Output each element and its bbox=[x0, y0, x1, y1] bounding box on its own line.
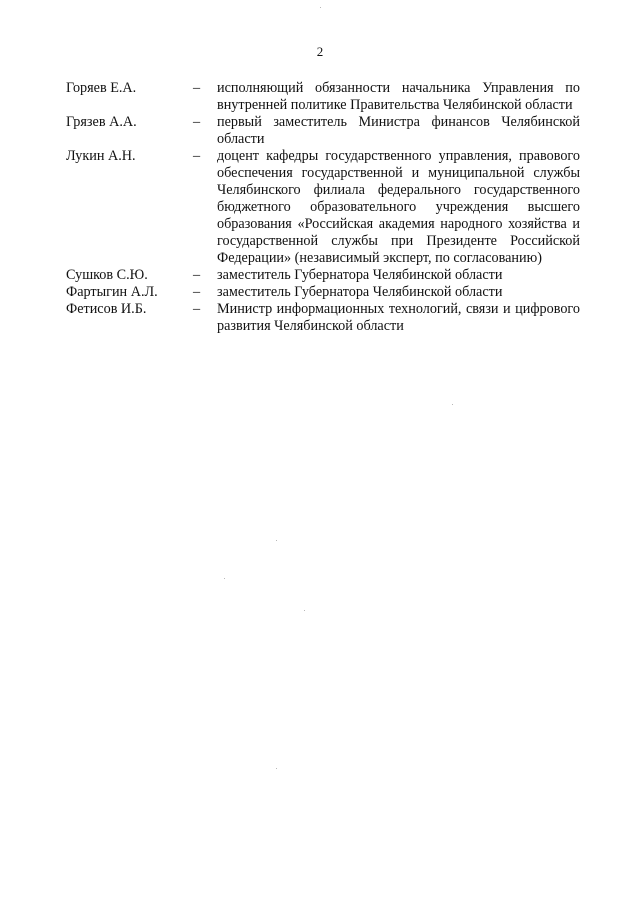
member-dash: – bbox=[193, 114, 201, 130]
member-role: первый заместитель Министра финансов Челябинской области bbox=[217, 114, 580, 147]
member-row bbox=[66, 267, 580, 284]
member-row bbox=[66, 148, 580, 267]
member-row bbox=[66, 80, 580, 114]
scan-speck bbox=[276, 768, 277, 769]
member-dash: – bbox=[193, 80, 201, 96]
member-dash: – bbox=[193, 267, 201, 283]
member-dash: – bbox=[193, 284, 201, 300]
member-role: заместитель Губернатора Челябинской области bbox=[217, 284, 503, 300]
member-dash: – bbox=[193, 301, 201, 317]
member-row bbox=[66, 301, 580, 335]
member-role: доцент кафедры государственного управления, правового обеспечения государственной и муниципальной службы Челябинского филиала федерального государственного бюджетного образовательного учреждения высшего образования «Российская академия народного хозяйства и государственной службы при Президенте Российской Федерации» (независимый эксперт, по согласованию) bbox=[217, 148, 580, 266]
member-name: Фетисов И.Б. bbox=[66, 301, 147, 317]
scan-speck bbox=[224, 578, 225, 579]
member-role: исполняющий обязанности начальника Управления по внутренней политике Правительства Челябинской области bbox=[217, 80, 580, 113]
member-name: Фартыгин А.Л. bbox=[66, 284, 158, 300]
member-role: заместитель Губернатора Челябинской области bbox=[217, 267, 503, 283]
member-name: Горяев Е.А. bbox=[66, 80, 137, 96]
member-name: Лукин А.Н. bbox=[66, 148, 136, 164]
member-name: Грязев А.А. bbox=[66, 114, 137, 130]
scan-speck bbox=[304, 610, 305, 611]
member-row bbox=[66, 114, 580, 148]
member-list bbox=[66, 80, 580, 335]
member-role: Министр информационных технологий, связи и цифрового развития Челябинской области bbox=[217, 301, 580, 334]
member-row bbox=[66, 284, 580, 301]
page-number: 2 bbox=[316, 44, 324, 59]
scan-speck bbox=[276, 540, 277, 541]
member-dash: – bbox=[193, 148, 201, 164]
member-name: Сушков С.Ю. bbox=[66, 267, 148, 283]
scan-speck bbox=[320, 7, 321, 8]
scan-speck bbox=[452, 404, 453, 405]
